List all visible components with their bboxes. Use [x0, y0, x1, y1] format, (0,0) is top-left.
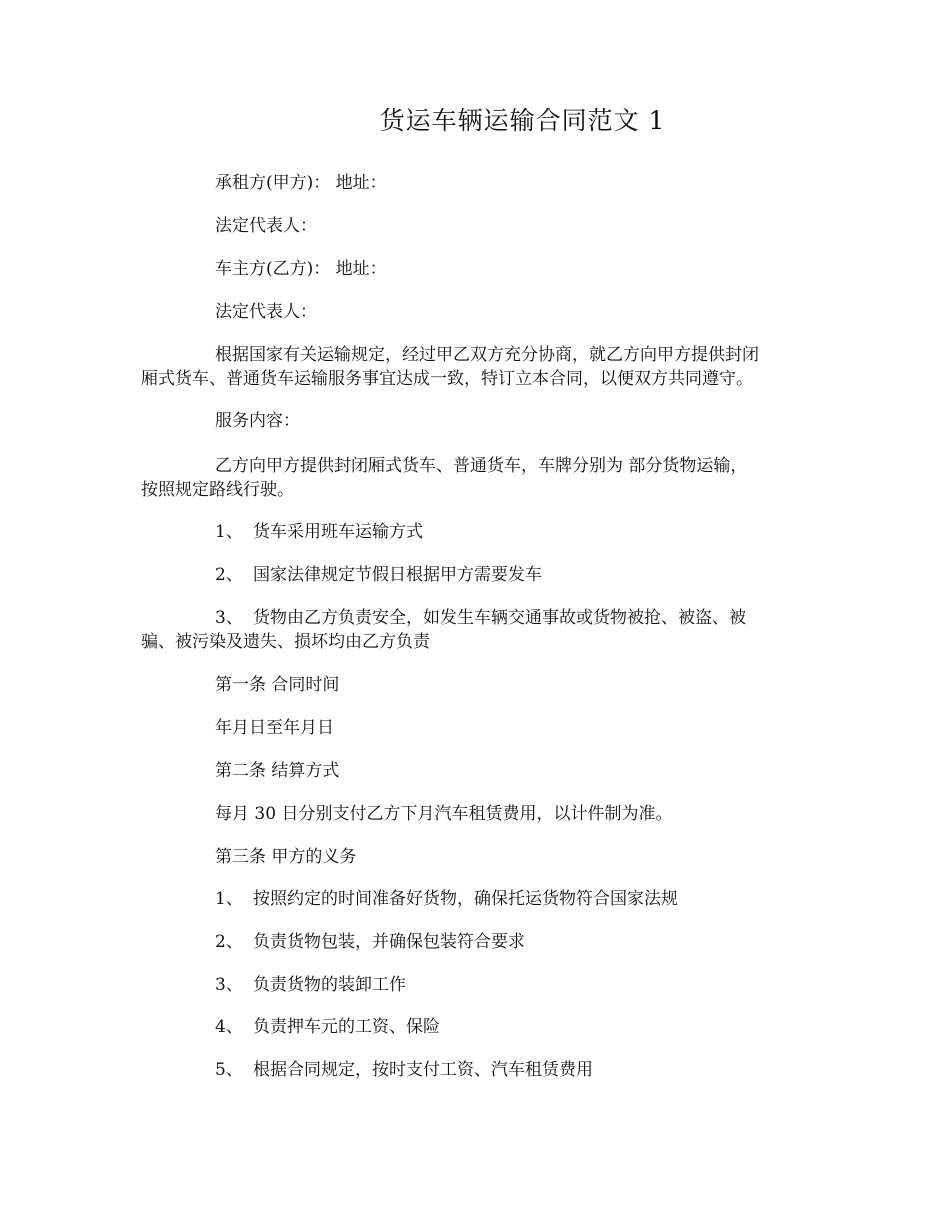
- article2-heading: 第二条 结算方式: [215, 761, 340, 781]
- article3-item: [215, 931, 525, 953]
- service-heading: 服务内容：: [215, 411, 300, 431]
- article3-item-text: 负责货物包装，并确保包装符合要求: [253, 932, 525, 952]
- intro-paragraph-line2: 厢式货车、普通货车运输服务事宜达成一致，特订立本合同，以便双方共同遵守。: [141, 369, 753, 389]
- article3-item: [215, 1059, 593, 1081]
- article3-item: [215, 974, 406, 996]
- article3-item-text: 根据合同规定，按时支付工资、汽车租赁费用: [253, 1060, 593, 1080]
- article3-item-number: 5、: [215, 1060, 243, 1080]
- party-b-line: 车主方(乙方)： 地址：: [215, 259, 387, 279]
- service-item-text: 国家法律规定节假日根据甲方需要发车: [253, 565, 542, 585]
- service-item-text: 货车采用班车运输方式: [253, 522, 423, 542]
- service-item-number: 2、: [215, 565, 243, 585]
- service-item-number: 1、: [215, 522, 243, 542]
- article3-item-text: 负责货物的装卸工作: [253, 975, 406, 995]
- party-a-representative: 法定代表人：: [215, 216, 317, 236]
- party-b-representative: 法定代表人：: [215, 302, 317, 322]
- service-paragraph-line1: 乙方向甲方提供封闭厢式货车、普通货车，车牌分别为 部分货物运输，: [215, 456, 748, 476]
- service-item-3-continuation: 骗、被污染及遗失、损坏均由乙方负责: [141, 632, 430, 652]
- article3-item: [215, 1016, 440, 1038]
- service-item-number: 3、: [215, 608, 243, 628]
- article1-heading: 第一条 合同时间: [215, 675, 340, 695]
- service-item-text: 货物由乙方负责安全，如发生车辆交通事故或货物被抢、被盗、被: [253, 608, 746, 628]
- article3-item-number: 1、: [215, 889, 243, 909]
- service-item: [215, 564, 542, 586]
- document-title: 货运车辆运输合同范文 1: [379, 106, 666, 135]
- service-paragraph-line2: 按照规定路线行驶。: [141, 480, 294, 500]
- article3-item-number: 4、: [215, 1017, 243, 1037]
- service-item: [215, 521, 423, 543]
- article3-item-number: 3、: [215, 975, 243, 995]
- article2-text: 每月 30 日分别支付乙方下月汽车租赁费用，以计件制为准。: [215, 804, 673, 824]
- article3-item-text: 负责押车元的工资、保险: [253, 1017, 440, 1037]
- article1-text: 年月日至年月日: [215, 718, 334, 738]
- article3-item-text: 按照约定的时间准备好货物，确保托运货物符合国家法规: [253, 889, 678, 909]
- service-item: [215, 607, 746, 629]
- party-a-line: 承租方(甲方)： 地址：: [215, 173, 387, 193]
- intro-paragraph-line1: 根据国家有关运输规定，经过甲乙双方充分协商，就乙方向甲方提供封闭: [215, 345, 759, 365]
- article3-item-number: 2、: [215, 932, 243, 952]
- article3-heading: 第三条 甲方的义务: [215, 847, 357, 867]
- article3-item: [215, 888, 678, 910]
